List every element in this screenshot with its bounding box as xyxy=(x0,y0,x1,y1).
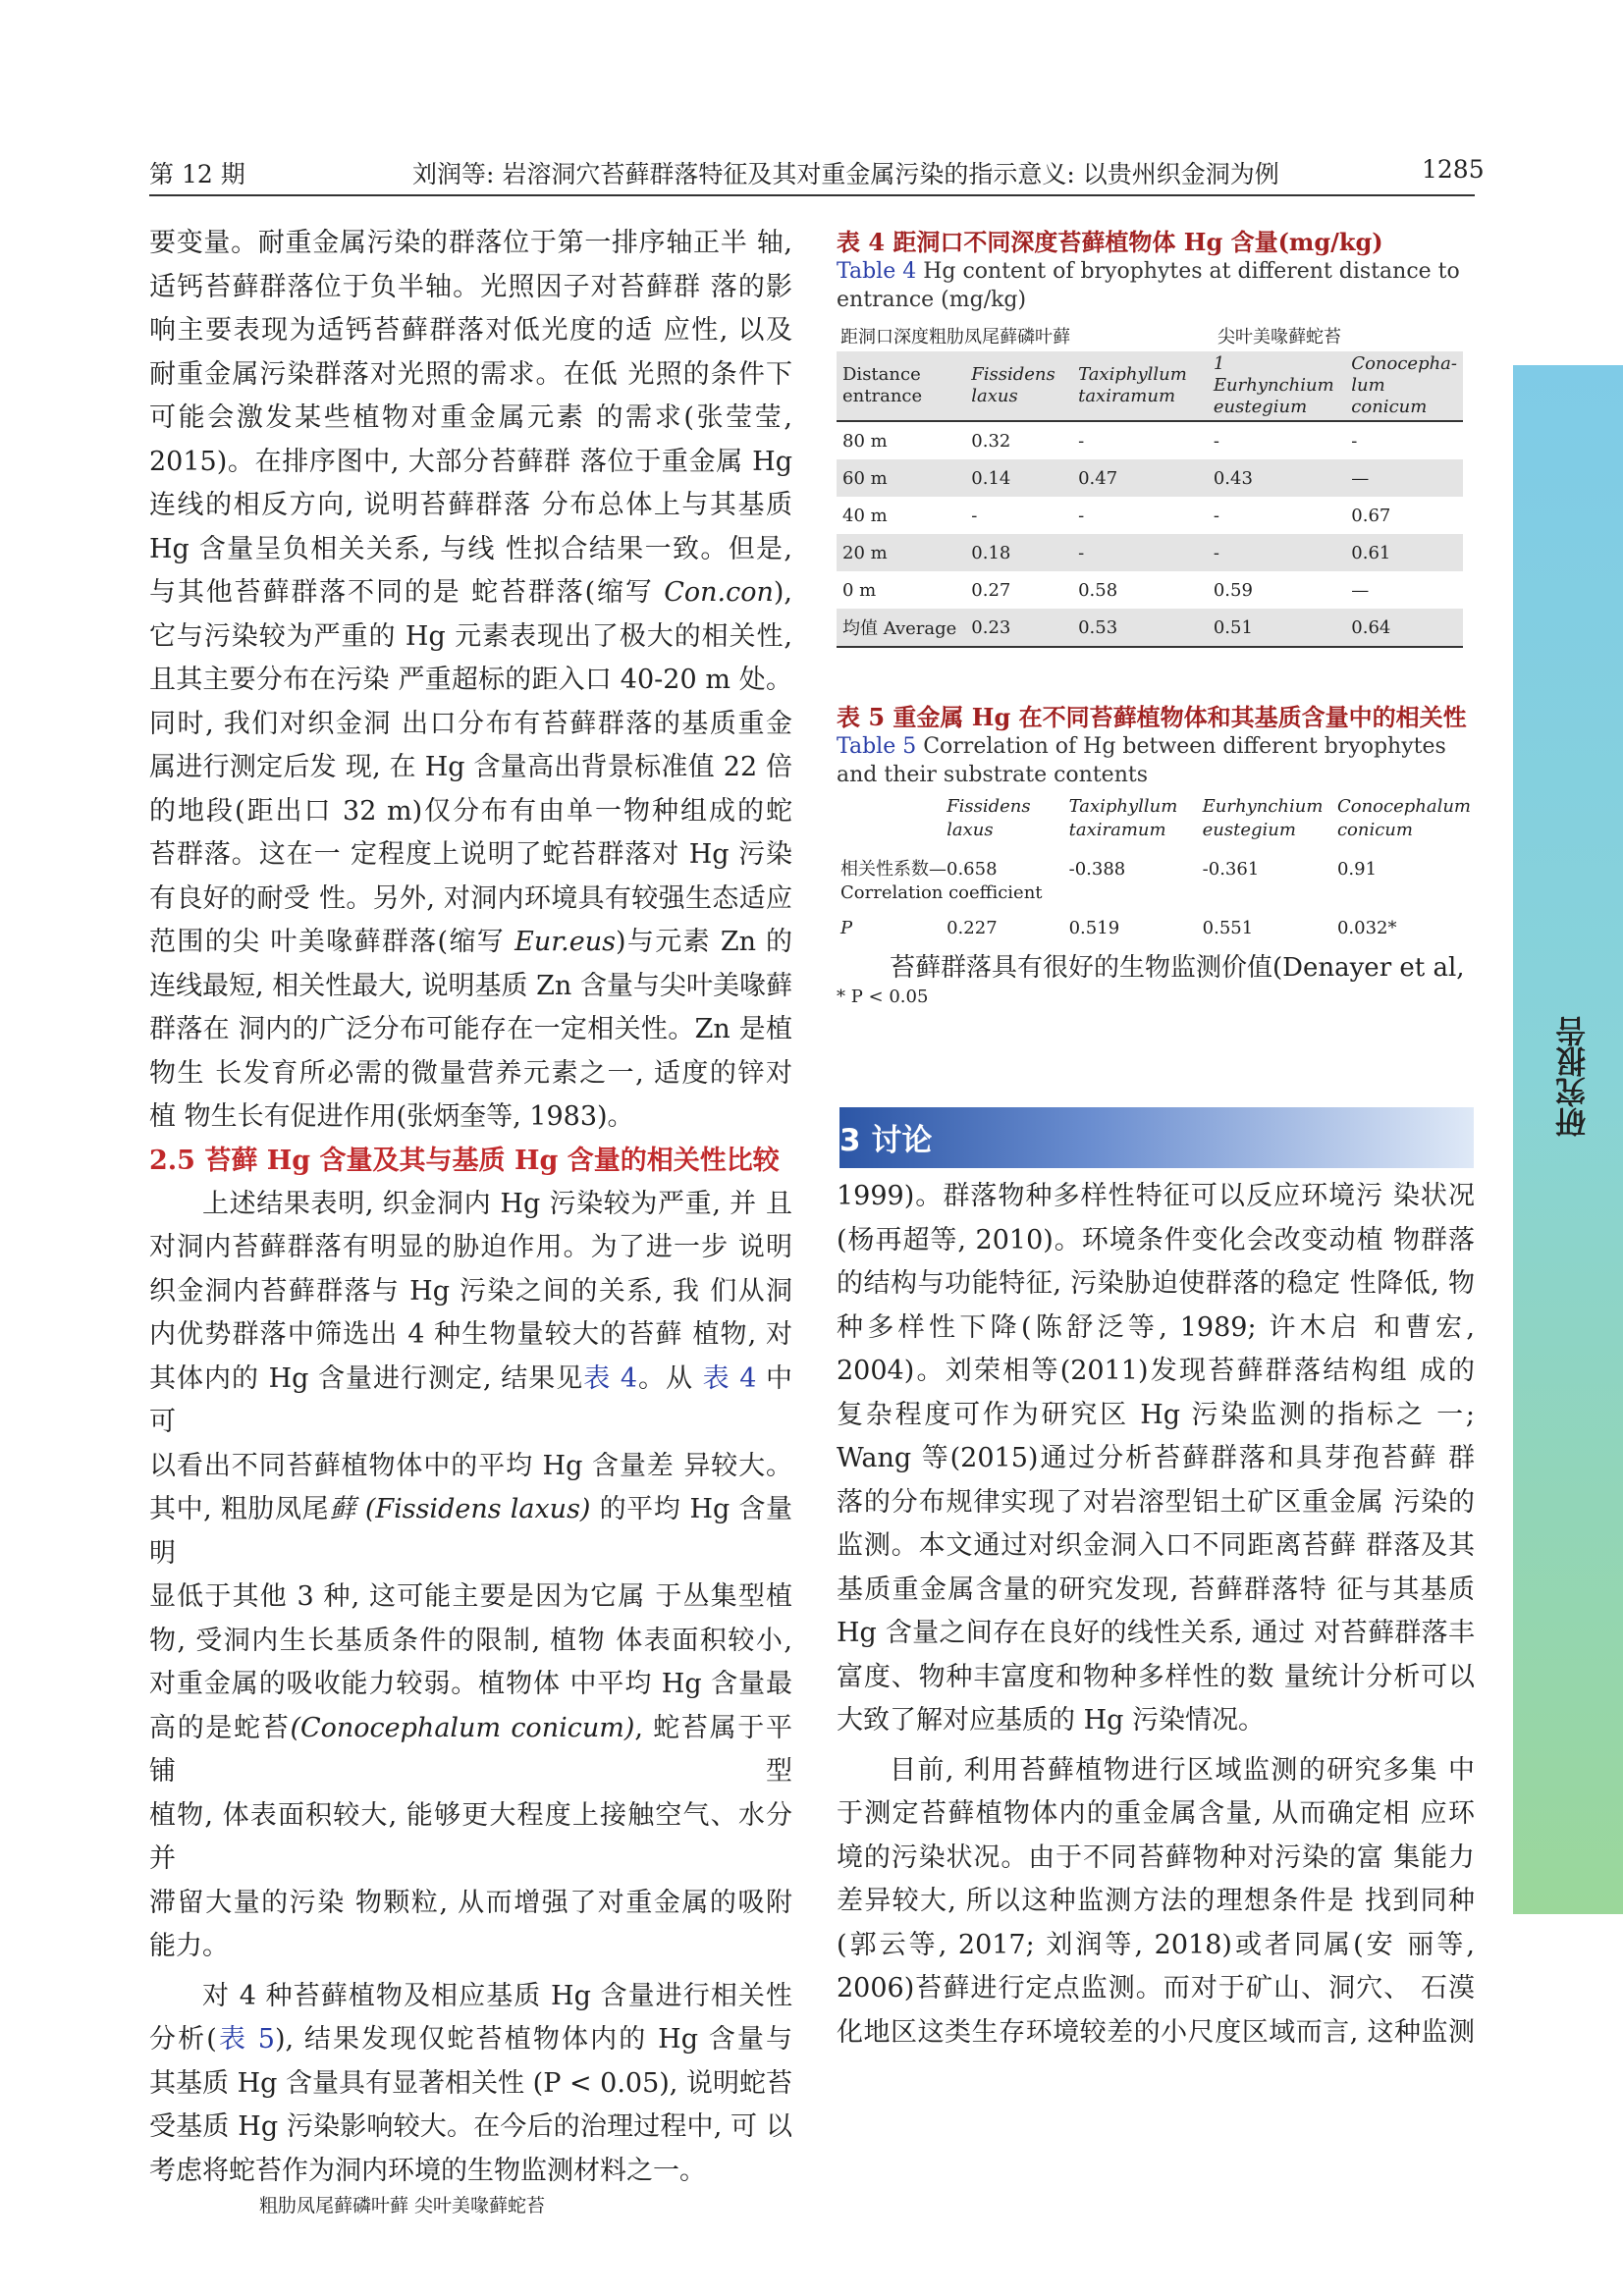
text-line: 连线的相反方向, 说明苔藓群落 分布总体上与其基质 xyxy=(149,490,792,520)
text-line: 于测定苔藓植物体内的重金属含量, 从而确定相 应环 xyxy=(837,1798,1475,1829)
section-heading-3: 3 讨论 xyxy=(839,1123,933,1158)
table-row: 0 m 0.27 0.58 0.59 — xyxy=(842,579,1370,601)
text-line: 与其他苔藓群落不同的是 蛇苔群落(缩写 Con.con), xyxy=(149,577,792,608)
table-row: P 0.227 0.519 0.551 0.032* xyxy=(840,918,1397,938)
text-line: 的结构与功能特征, 污染胁迫使群落的稳定 性降低, 物 xyxy=(837,1268,1475,1299)
text-line: 可能会激发某些植物对重金属元素 的需求(张莹莹, xyxy=(149,402,792,433)
text-line: Wang 等(2015)通过分析苔藓群落和具芽孢苔藓 群 xyxy=(837,1443,1475,1473)
text-line: 考虑将蛇苔作为洞内环境的生物监测材料之一。 xyxy=(149,2155,706,2186)
right-column-text xyxy=(837,1175,1475,2055)
table-row: 80 m 0.32 - - - xyxy=(842,430,1358,452)
text-line: 其体内的 Hg 含量进行测定, 结果见表 4。从 表 4 中可 xyxy=(149,1362,792,1437)
text-line: 上述结果表明, 织金洞内 Hg 污染较为严重, 并 且 xyxy=(202,1188,792,1219)
text-line: 有良好的耐受 性。另外, 对洞内环境具有较强生态适应 xyxy=(149,882,792,914)
text-line: 监测。本文通过对织金洞入口不同距离苔藓 群落及其 xyxy=(837,1530,1475,1561)
table-header-row: Fissidens laxus Taxiphyllum taxiramum Eurhynchium eustegium Conocephalum conicum xyxy=(947,796,1471,840)
table-row: 均值 Average 0.23 0.53 0.51 0.64 xyxy=(837,609,1463,647)
text-line: 复杂程度可作为研究区 Hg 污染监测的指标之 一; xyxy=(837,1399,1475,1430)
text-line: 种多样性下降(陈舒泛等, 1989; 许木启 和曹宏, xyxy=(837,1311,1475,1343)
text-line: 植物, 体表面积较大, 能够更大程度上接触空气、水分并 xyxy=(149,1799,792,1874)
text-line: 物生 长发育所必需的微量营养元素之一, 适度的锌对 xyxy=(149,1057,792,1089)
text-line: 落的分布规律实现了对岩溶型铝土矿区重金属 污染的 xyxy=(837,1486,1475,1518)
text-line: 群落在 洞内的广泛分布可能存在一定相关性。Zn 是植 xyxy=(149,1014,792,1044)
text-line: 高的是蛇苔(Conocephalum conicum), 蛇苔属于平铺型 xyxy=(149,1712,792,1787)
text-line: 织金洞内苔藓群落与 Hg 污染之间的关系, 我 们从洞 xyxy=(149,1275,792,1307)
text-line: 对洞内苔藓群落有明显的胁迫作用。为了进一步 说明 xyxy=(149,1232,792,1262)
text-line: 要变量。耐重金属污染的群落位于第一排序轴正半 轴, xyxy=(149,228,792,258)
table-row: 60 m 0.14 0.47 0.43 — xyxy=(837,459,1463,497)
running-title: 刘润等: 岩溶洞穴苔藓群落特征及其对重金属污染的指示意义: 以贵州织金洞为例 xyxy=(412,160,1279,188)
page-number: 1285 xyxy=(1422,155,1485,184)
table4-link[interactable]: 表 4 xyxy=(583,1362,638,1394)
text-line: 属进行测定后发 现, 在 Hg 含量高出背景标准值 22 倍 xyxy=(149,752,792,782)
text-line: 分析(表 5), 结果发现仅蛇苔植物体内的 Hg 含量与 xyxy=(149,2024,792,2055)
text-line: 内优势群落中筛选出 4 种生物量较大的苔藓 植物, 对 xyxy=(149,1319,792,1350)
text-line: 差异较大, 所以这种监测方法的理想条件是 找到同种 xyxy=(837,1886,1475,1916)
table-header-row: Distance entrance Fissidens laxus Taxiphyllum taxiramum 1 Eurhynchium eustegium Conocepha- lum conicum xyxy=(837,351,1463,421)
text-line: 受基质 Hg 污染影响较大。在今后的治理过程中, 可 以 xyxy=(149,2111,792,2142)
text-line: Hg 含量之间存在良好的线性关系, 通过 对苔藓群落丰 xyxy=(837,1618,1475,1648)
text-line: 富度、物种丰富度和物种多样性的数 量统计分析可以 xyxy=(837,1661,1475,1692)
text-line: 能力。 xyxy=(149,1931,229,1961)
table-row: 相关性系数—0.658 Correlation coefficient -0.388 -0.361 0.91 xyxy=(840,859,1378,903)
left-column xyxy=(149,222,792,2218)
text-line: 苔群落。这在一 定程度上说明了蛇苔群落对 Hg 污染 xyxy=(149,839,792,870)
text-line: 其基质 Hg 含量具有显著相关性 (P < 0.05), 说明蛇苔 xyxy=(149,2067,792,2099)
sidebar-label: 研究报告 xyxy=(1556,1016,1592,1138)
text-line: 显低于其他 3 种, 这可能主要是因为它属 于丛集型植 xyxy=(149,1581,792,1612)
text-line: 且其主要分布在污染 严重超标的距入口 40-20 m 处。 xyxy=(149,665,792,695)
abbr-eur: Eur.eus xyxy=(514,927,616,957)
text-line: 苔藓群落具有很好的生物监测价值(Denayer et al, xyxy=(890,953,1465,983)
text-line: 同时, 我们对织金洞 出口分布有苔藓群落的基质重金 xyxy=(149,708,792,739)
text-line: 其中, 粗肋凤尾藓 (Fissidens laxus) 的平均 Hg 含量明 xyxy=(149,1494,792,1569)
table5-link[interactable]: 表 5 xyxy=(216,2024,275,2055)
text-line: (郭云等, 2017; 刘润等, 2018)或者同属(安 丽等, xyxy=(837,1929,1475,1960)
text-line: 响主要表现为适钙苔藓群落对低光度的适 应性, 以及 xyxy=(149,315,792,346)
issue-number: 第 12 期 xyxy=(149,160,245,188)
table-row: 40 m - - - 0.67 xyxy=(842,505,1391,526)
text-line: 大致了解对应基质的 Hg 污染情况。 xyxy=(837,1705,1265,1735)
text-line: 的地段(距出口 32 m)仅分布有由单一物种组成的蛇 xyxy=(149,795,792,827)
text-line: 基质重金属含量的研究发现, 苔藓群落特 征与其基质 xyxy=(837,1574,1475,1605)
text-line: 对重金属的吸收能力较弱。植物体 中平均 Hg 含量最 xyxy=(149,1669,792,1699)
text-line: 化地区这类生存环境较差的小尺度区域而言, 这种监测 xyxy=(837,2016,1475,2048)
abbr-con: Con.con xyxy=(664,577,774,608)
text-line: 适钙苔藓群落位于负半轴。光照因子对苔藓群 落的影 xyxy=(149,271,792,302)
section-3-banner xyxy=(839,1107,1474,1168)
table4-caption-en: Table 4 Hg content of bryophytes at different distance to entrance (mg/kg) xyxy=(837,259,1460,312)
sidebar-band xyxy=(1513,365,1623,1914)
header-rule xyxy=(149,194,1475,196)
text-line: 对 4 种苔藓植物及相应基质 Hg 含量进行相关性 xyxy=(202,1980,792,2011)
text-line: 连线最短, 相关性最大, 说明基质 Zn 含量与尖叶美喙藓 xyxy=(149,970,792,1001)
text-line: 2004)。刘荣相等(2011)发现苔藓群落结构组 成的 xyxy=(837,1356,1475,1386)
table5-footnote: * P < 0.05 xyxy=(837,987,929,1007)
table4-cn-header: 距洞口深度粗肋凤尾藓磷叶藓 尖叶美喙藓蛇苔 xyxy=(840,327,1341,347)
section-heading-2-5: 2.5 苔藓 Hg 含量及其与基质 Hg 含量的相关性比较 xyxy=(149,1145,780,1176)
text-line: 滞留大量的污染 物颗粒, 从而增强了对重金属的吸附 xyxy=(149,1887,792,1918)
table4-block xyxy=(837,228,1477,648)
stray-species-line: 粗肋凤尾藓磷叶藓 尖叶美喙藓蛇苔 xyxy=(259,2195,546,2216)
table-row: 20 m 0.18 - - 0.61 xyxy=(837,534,1463,571)
table4 xyxy=(837,351,1463,648)
text-line: 2015)。在排序图中, 大部分苔藓群 落位于重金属 Hg xyxy=(149,446,792,477)
table5 xyxy=(837,793,1475,942)
text-line: 以看出不同苔藓植物体中的平均 Hg 含量差 异较大。 xyxy=(149,1450,792,1481)
text-line: 范围的尖 叶美喙藓群落(缩写 Eur.eus)与元素 Zn 的 xyxy=(149,927,792,957)
text-line: (杨再超等, 2010)。环境条件变化会改变动植 物群落 xyxy=(837,1224,1475,1255)
table5-caption-cn: 表 5 重金属 Hg 在不同苔藓植物体和其基质含量中的相关性 xyxy=(837,703,1467,731)
text-line: 1999)。群落物种多样性特征可以反应环境污 染状况 xyxy=(837,1181,1475,1211)
text-line: 它与污染较为严重的 Hg 元素表现出了极大的相关性, xyxy=(149,620,792,652)
text-line: Hg 含量呈负相关关系, 与线 性拟合结果一致。但是, xyxy=(149,533,792,564)
table5-block xyxy=(837,703,1477,1009)
text-line: 植 物生长有促进作用(张炳奎等, 1983)。 xyxy=(149,1101,634,1132)
table5-caption-en: Table 5 Correlation of Hg between different bryophytes and their substrate contents xyxy=(837,734,1446,787)
table4-caption-cn: 表 4 距洞口不同深度苔藓植物体 Hg 含量(mg/kg) xyxy=(837,228,1383,256)
table4-link[interactable]: 表 4 xyxy=(702,1362,757,1394)
text-line: 境的污染状况。由于不同苔藓物种对污染的富 集能力 xyxy=(837,1842,1475,1873)
text-line: 目前, 利用苔藓植物进行区域监测的研究多集 中 xyxy=(890,1754,1475,1786)
text-line: 2006)苔藓进行定点监测。而对于矿山、洞穴、 石漠 xyxy=(837,1973,1475,2003)
text-line: 物, 受洞内生长基质条件的限制, 植物 体表面积较小, xyxy=(149,1625,792,1656)
text-line: 耐重金属污染群落对光照的需求。在低 光照的条件下 xyxy=(149,358,792,390)
